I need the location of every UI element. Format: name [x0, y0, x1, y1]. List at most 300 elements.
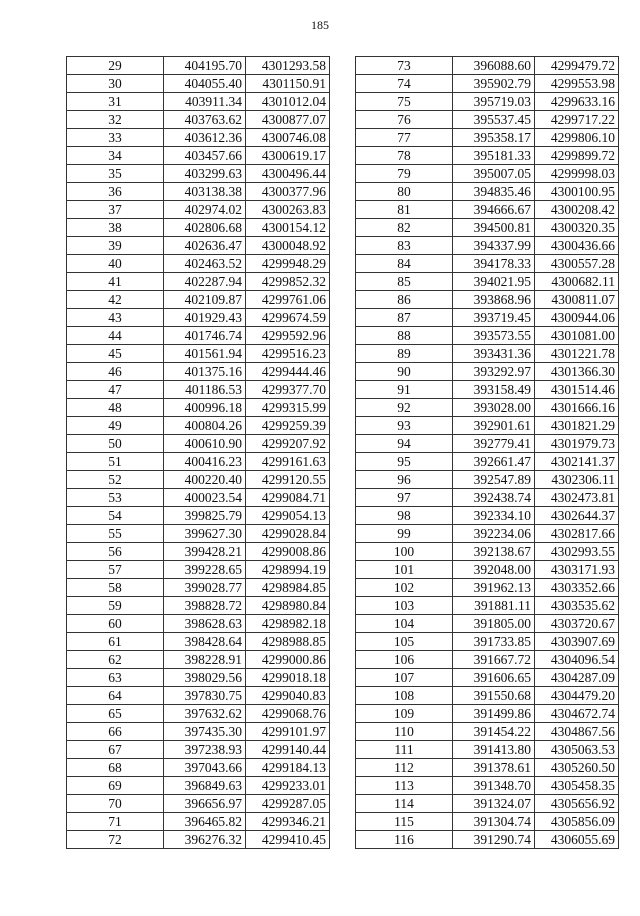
x-coordinate-cell: 400023.54	[164, 489, 246, 507]
point-number-cell: 102	[356, 579, 453, 597]
y-coordinate-cell: 4303352.66	[535, 579, 619, 597]
y-coordinate-cell: 4300944.06	[535, 309, 619, 327]
table-row	[356, 795, 619, 813]
table-row	[67, 759, 330, 777]
table-row	[356, 111, 619, 129]
x-coordinate-cell: 397830.75	[164, 687, 246, 705]
point-number-cell: 87	[356, 309, 453, 327]
table-row	[67, 381, 330, 399]
point-number-cell: 74	[356, 75, 453, 93]
y-coordinate-cell: 4299852.32	[246, 273, 330, 291]
table-row	[67, 183, 330, 201]
x-coordinate-cell: 399825.79	[164, 507, 246, 525]
x-coordinate-cell: 391667.72	[453, 651, 535, 669]
table-row	[356, 741, 619, 759]
x-coordinate-cell: 391881.11	[453, 597, 535, 615]
table-row	[67, 111, 330, 129]
y-coordinate-cell: 4303907.69	[535, 633, 619, 651]
point-number-cell: 29	[67, 57, 164, 75]
table-row	[67, 417, 330, 435]
point-number-cell: 57	[67, 561, 164, 579]
x-coordinate-cell: 403138.38	[164, 183, 246, 201]
x-coordinate-cell: 400610.90	[164, 435, 246, 453]
point-number-cell: 113	[356, 777, 453, 795]
point-number-cell: 92	[356, 399, 453, 417]
point-number-cell: 86	[356, 291, 453, 309]
y-coordinate-cell: 4300682.11	[535, 273, 619, 291]
y-coordinate-cell: 4299140.44	[246, 741, 330, 759]
x-coordinate-cell: 391348.70	[453, 777, 535, 795]
y-coordinate-cell: 4301821.29	[535, 417, 619, 435]
x-coordinate-cell: 403299.63	[164, 165, 246, 183]
point-number-cell: 76	[356, 111, 453, 129]
x-coordinate-cell: 403457.66	[164, 147, 246, 165]
point-number-cell: 104	[356, 615, 453, 633]
point-number-cell: 44	[67, 327, 164, 345]
table-row	[356, 399, 619, 417]
point-number-cell: 115	[356, 813, 453, 831]
x-coordinate-cell: 395007.05	[453, 165, 535, 183]
y-coordinate-cell: 4301012.04	[246, 93, 330, 111]
y-coordinate-cell: 4299084.71	[246, 489, 330, 507]
table-row	[356, 561, 619, 579]
x-coordinate-cell: 392438.74	[453, 489, 535, 507]
point-number-cell: 73	[356, 57, 453, 75]
y-coordinate-cell: 4299018.18	[246, 669, 330, 687]
point-number-cell: 45	[67, 345, 164, 363]
x-coordinate-cell: 403612.36	[164, 129, 246, 147]
point-number-cell: 40	[67, 255, 164, 273]
x-coordinate-cell: 392048.00	[453, 561, 535, 579]
y-coordinate-cell: 4303171.93	[535, 561, 619, 579]
y-coordinate-cell: 4301666.16	[535, 399, 619, 417]
x-coordinate-cell: 394666.67	[453, 201, 535, 219]
x-coordinate-cell: 393158.49	[453, 381, 535, 399]
y-coordinate-cell: 4302817.66	[535, 525, 619, 543]
y-coordinate-cell: 4304479.20	[535, 687, 619, 705]
table-row	[67, 723, 330, 741]
y-coordinate-cell: 4300496.44	[246, 165, 330, 183]
point-number-cell: 35	[67, 165, 164, 183]
table-row	[356, 57, 619, 75]
y-coordinate-cell: 4299998.03	[535, 165, 619, 183]
table-row	[67, 507, 330, 525]
point-number-cell: 70	[67, 795, 164, 813]
x-coordinate-cell: 397238.93	[164, 741, 246, 759]
table-row	[67, 57, 330, 75]
table-row	[67, 165, 330, 183]
x-coordinate-cell: 398029.56	[164, 669, 246, 687]
point-number-cell: 105	[356, 633, 453, 651]
y-coordinate-cell: 4299761.06	[246, 291, 330, 309]
x-coordinate-cell: 391962.13	[453, 579, 535, 597]
table-row	[356, 129, 619, 147]
point-number-cell: 56	[67, 543, 164, 561]
y-coordinate-cell: 4304867.56	[535, 723, 619, 741]
point-number-cell: 48	[67, 399, 164, 417]
y-coordinate-cell: 4299287.05	[246, 795, 330, 813]
table-row	[67, 489, 330, 507]
point-number-cell: 46	[67, 363, 164, 381]
table-row	[356, 417, 619, 435]
table-row	[67, 633, 330, 651]
table-row	[67, 327, 330, 345]
point-number-cell: 95	[356, 453, 453, 471]
table-row	[67, 597, 330, 615]
point-number-cell: 77	[356, 129, 453, 147]
point-number-cell: 94	[356, 435, 453, 453]
x-coordinate-cell: 393028.00	[453, 399, 535, 417]
point-number-cell: 100	[356, 543, 453, 561]
y-coordinate-cell: 4299101.97	[246, 723, 330, 741]
coordinate-table-left	[66, 56, 330, 849]
point-number-cell: 60	[67, 615, 164, 633]
y-coordinate-cell: 4300320.35	[535, 219, 619, 237]
table-row	[356, 579, 619, 597]
point-number-cell: 71	[67, 813, 164, 831]
y-coordinate-cell: 4302306.11	[535, 471, 619, 489]
table-row	[67, 93, 330, 111]
x-coordinate-cell: 397632.62	[164, 705, 246, 723]
point-number-cell: 33	[67, 129, 164, 147]
table-row	[67, 543, 330, 561]
point-number-cell: 42	[67, 291, 164, 309]
table-row	[67, 651, 330, 669]
y-coordinate-cell: 4298988.85	[246, 633, 330, 651]
point-number-cell: 85	[356, 273, 453, 291]
point-number-cell: 116	[356, 831, 453, 849]
y-coordinate-cell: 4301221.78	[535, 345, 619, 363]
table-row	[356, 453, 619, 471]
y-coordinate-cell: 4302141.37	[535, 453, 619, 471]
point-number-cell: 112	[356, 759, 453, 777]
y-coordinate-cell: 4298994.19	[246, 561, 330, 579]
x-coordinate-cell: 400220.40	[164, 471, 246, 489]
table-row	[67, 237, 330, 255]
x-coordinate-cell: 392779.41	[453, 435, 535, 453]
table-row	[67, 687, 330, 705]
table-row	[356, 687, 619, 705]
y-coordinate-cell: 4299592.96	[246, 327, 330, 345]
point-number-cell: 64	[67, 687, 164, 705]
point-number-cell: 47	[67, 381, 164, 399]
y-coordinate-cell: 4298982.18	[246, 615, 330, 633]
x-coordinate-cell: 395358.17	[453, 129, 535, 147]
x-coordinate-cell: 396849.63	[164, 777, 246, 795]
table-row	[67, 471, 330, 489]
table-row	[356, 669, 619, 687]
x-coordinate-cell: 401929.43	[164, 309, 246, 327]
x-coordinate-cell: 403763.62	[164, 111, 246, 129]
point-number-cell: 107	[356, 669, 453, 687]
y-coordinate-cell: 4301081.00	[535, 327, 619, 345]
point-number-cell: 49	[67, 417, 164, 435]
x-coordinate-cell: 396276.32	[164, 831, 246, 849]
y-coordinate-cell: 4302644.37	[535, 507, 619, 525]
table-row	[67, 345, 330, 363]
table-row	[67, 255, 330, 273]
x-coordinate-cell: 397435.30	[164, 723, 246, 741]
y-coordinate-cell: 4299717.22	[535, 111, 619, 129]
x-coordinate-cell: 395181.33	[453, 147, 535, 165]
table-row	[67, 831, 330, 849]
x-coordinate-cell: 402109.87	[164, 291, 246, 309]
table-row	[67, 525, 330, 543]
table-row	[356, 633, 619, 651]
x-coordinate-cell: 391550.68	[453, 687, 535, 705]
point-number-cell: 66	[67, 723, 164, 741]
x-coordinate-cell: 391290.74	[453, 831, 535, 849]
x-coordinate-cell: 393719.45	[453, 309, 535, 327]
point-number-cell: 72	[67, 831, 164, 849]
x-coordinate-cell: 391324.07	[453, 795, 535, 813]
point-number-cell: 111	[356, 741, 453, 759]
point-number-cell: 97	[356, 489, 453, 507]
x-coordinate-cell: 393573.55	[453, 327, 535, 345]
table-row	[356, 237, 619, 255]
x-coordinate-cell: 401375.16	[164, 363, 246, 381]
x-coordinate-cell: 392547.89	[453, 471, 535, 489]
x-coordinate-cell: 394178.33	[453, 255, 535, 273]
x-coordinate-cell: 393292.97	[453, 363, 535, 381]
table-row	[356, 255, 619, 273]
x-coordinate-cell: 402974.02	[164, 201, 246, 219]
table-row	[356, 759, 619, 777]
table-row	[356, 147, 619, 165]
y-coordinate-cell: 4299633.16	[535, 93, 619, 111]
point-number-cell: 63	[67, 669, 164, 687]
x-coordinate-cell: 394021.95	[453, 273, 535, 291]
point-number-cell: 93	[356, 417, 453, 435]
table-row	[67, 291, 330, 309]
y-coordinate-cell: 4299410.45	[246, 831, 330, 849]
table-row	[67, 363, 330, 381]
x-coordinate-cell: 402287.94	[164, 273, 246, 291]
coordinate-table-right	[355, 56, 619, 849]
y-coordinate-cell: 4300877.07	[246, 111, 330, 129]
table-row	[356, 813, 619, 831]
x-coordinate-cell: 397043.66	[164, 759, 246, 777]
point-number-cell: 108	[356, 687, 453, 705]
x-coordinate-cell: 392901.61	[453, 417, 535, 435]
x-coordinate-cell: 400996.18	[164, 399, 246, 417]
y-coordinate-cell: 4300154.12	[246, 219, 330, 237]
point-number-cell: 65	[67, 705, 164, 723]
point-number-cell: 79	[356, 165, 453, 183]
x-coordinate-cell: 392334.10	[453, 507, 535, 525]
point-number-cell: 41	[67, 273, 164, 291]
x-coordinate-cell: 395902.79	[453, 75, 535, 93]
point-number-cell: 30	[67, 75, 164, 93]
point-number-cell: 58	[67, 579, 164, 597]
point-number-cell: 75	[356, 93, 453, 111]
y-coordinate-cell: 4301150.91	[246, 75, 330, 93]
table-row	[356, 381, 619, 399]
table-row	[67, 705, 330, 723]
table-row	[356, 489, 619, 507]
table-row	[67, 219, 330, 237]
x-coordinate-cell: 394835.46	[453, 183, 535, 201]
y-coordinate-cell: 4299516.23	[246, 345, 330, 363]
y-coordinate-cell: 4300811.07	[535, 291, 619, 309]
y-coordinate-cell: 4299479.72	[535, 57, 619, 75]
table-row	[356, 525, 619, 543]
point-number-cell: 91	[356, 381, 453, 399]
table-row	[67, 813, 330, 831]
y-coordinate-cell: 4299068.76	[246, 705, 330, 723]
y-coordinate-cell: 4299120.55	[246, 471, 330, 489]
point-number-cell: 52	[67, 471, 164, 489]
table-row	[67, 795, 330, 813]
x-coordinate-cell: 398228.91	[164, 651, 246, 669]
table-row	[356, 183, 619, 201]
y-coordinate-cell: 4299008.86	[246, 543, 330, 561]
table-row	[67, 435, 330, 453]
x-coordinate-cell: 392234.06	[453, 525, 535, 543]
y-coordinate-cell: 4305260.50	[535, 759, 619, 777]
table-row	[356, 543, 619, 561]
y-coordinate-cell: 4305656.92	[535, 795, 619, 813]
table-row	[67, 129, 330, 147]
point-number-cell: 88	[356, 327, 453, 345]
x-coordinate-cell: 393431.36	[453, 345, 535, 363]
y-coordinate-cell: 4299377.70	[246, 381, 330, 399]
point-number-cell: 31	[67, 93, 164, 111]
point-number-cell: 51	[67, 453, 164, 471]
point-number-cell: 54	[67, 507, 164, 525]
x-coordinate-cell: 391454.22	[453, 723, 535, 741]
point-number-cell: 99	[356, 525, 453, 543]
y-coordinate-cell: 4305063.53	[535, 741, 619, 759]
x-coordinate-cell: 396088.60	[453, 57, 535, 75]
point-number-cell: 53	[67, 489, 164, 507]
point-number-cell: 43	[67, 309, 164, 327]
x-coordinate-cell: 404195.70	[164, 57, 246, 75]
x-coordinate-cell: 391378.61	[453, 759, 535, 777]
point-number-cell: 81	[356, 201, 453, 219]
x-coordinate-cell: 393868.96	[453, 291, 535, 309]
table-row	[356, 75, 619, 93]
table-row	[67, 75, 330, 93]
y-coordinate-cell: 4298984.85	[246, 579, 330, 597]
y-coordinate-cell: 4304287.09	[535, 669, 619, 687]
y-coordinate-cell: 4303535.62	[535, 597, 619, 615]
point-number-cell: 50	[67, 435, 164, 453]
point-number-cell: 36	[67, 183, 164, 201]
y-coordinate-cell: 4305458.35	[535, 777, 619, 795]
table-row	[67, 309, 330, 327]
y-coordinate-cell: 4299259.39	[246, 417, 330, 435]
table-row	[356, 507, 619, 525]
point-number-cell: 103	[356, 597, 453, 615]
y-coordinate-cell: 4301979.73	[535, 435, 619, 453]
y-coordinate-cell: 4299553.98	[535, 75, 619, 93]
x-coordinate-cell: 391733.85	[453, 633, 535, 651]
table-row	[67, 453, 330, 471]
table-row	[356, 831, 619, 849]
y-coordinate-cell: 4301293.58	[246, 57, 330, 75]
point-number-cell: 69	[67, 777, 164, 795]
y-coordinate-cell: 4306055.69	[535, 831, 619, 849]
x-coordinate-cell: 398628.63	[164, 615, 246, 633]
x-coordinate-cell: 401746.74	[164, 327, 246, 345]
y-coordinate-cell: 4305856.09	[535, 813, 619, 831]
point-number-cell: 34	[67, 147, 164, 165]
y-coordinate-cell: 4300557.28	[535, 255, 619, 273]
table-row	[67, 201, 330, 219]
y-coordinate-cell: 4299207.92	[246, 435, 330, 453]
table-row	[356, 273, 619, 291]
table-row	[356, 219, 619, 237]
point-number-cell: 80	[356, 183, 453, 201]
x-coordinate-cell: 391499.86	[453, 705, 535, 723]
y-coordinate-cell: 4299028.84	[246, 525, 330, 543]
point-number-cell: 59	[67, 597, 164, 615]
x-coordinate-cell: 404055.40	[164, 75, 246, 93]
table-row	[356, 309, 619, 327]
table-row	[356, 723, 619, 741]
y-coordinate-cell: 4300436.66	[535, 237, 619, 255]
point-number-cell: 68	[67, 759, 164, 777]
y-coordinate-cell: 4299346.21	[246, 813, 330, 831]
y-coordinate-cell: 4299233.01	[246, 777, 330, 795]
y-coordinate-cell: 4300048.92	[246, 237, 330, 255]
y-coordinate-cell: 4301514.46	[535, 381, 619, 399]
point-number-cell: 39	[67, 237, 164, 255]
y-coordinate-cell: 4299184.13	[246, 759, 330, 777]
table-row	[356, 651, 619, 669]
point-number-cell: 98	[356, 507, 453, 525]
table-row	[356, 471, 619, 489]
x-coordinate-cell: 399228.65	[164, 561, 246, 579]
table-row	[356, 327, 619, 345]
point-number-cell: 84	[356, 255, 453, 273]
y-coordinate-cell: 4299000.86	[246, 651, 330, 669]
x-coordinate-cell: 401561.94	[164, 345, 246, 363]
x-coordinate-cell: 392661.47	[453, 453, 535, 471]
y-coordinate-cell: 4304096.54	[535, 651, 619, 669]
point-number-cell: 89	[356, 345, 453, 363]
point-number-cell: 67	[67, 741, 164, 759]
x-coordinate-cell: 399028.77	[164, 579, 246, 597]
y-coordinate-cell: 4299315.99	[246, 399, 330, 417]
y-coordinate-cell: 4299806.10	[535, 129, 619, 147]
table-row	[356, 435, 619, 453]
x-coordinate-cell: 399428.21	[164, 543, 246, 561]
point-number-cell: 101	[356, 561, 453, 579]
x-coordinate-cell: 391304.74	[453, 813, 535, 831]
table-row	[67, 399, 330, 417]
y-coordinate-cell: 4299948.29	[246, 255, 330, 273]
x-coordinate-cell: 395537.45	[453, 111, 535, 129]
table-row	[67, 147, 330, 165]
point-number-cell: 114	[356, 795, 453, 813]
x-coordinate-cell: 403911.34	[164, 93, 246, 111]
x-coordinate-cell: 391606.65	[453, 669, 535, 687]
table-row	[67, 561, 330, 579]
x-coordinate-cell: 392138.67	[453, 543, 535, 561]
y-coordinate-cell: 4303720.67	[535, 615, 619, 633]
point-number-cell: 55	[67, 525, 164, 543]
y-coordinate-cell: 4300208.42	[535, 201, 619, 219]
x-coordinate-cell: 396656.97	[164, 795, 246, 813]
y-coordinate-cell: 4299054.13	[246, 507, 330, 525]
y-coordinate-cell: 4299899.72	[535, 147, 619, 165]
x-coordinate-cell: 394500.81	[453, 219, 535, 237]
table-row	[356, 201, 619, 219]
x-coordinate-cell: 402806.68	[164, 219, 246, 237]
x-coordinate-cell: 401186.53	[164, 381, 246, 399]
